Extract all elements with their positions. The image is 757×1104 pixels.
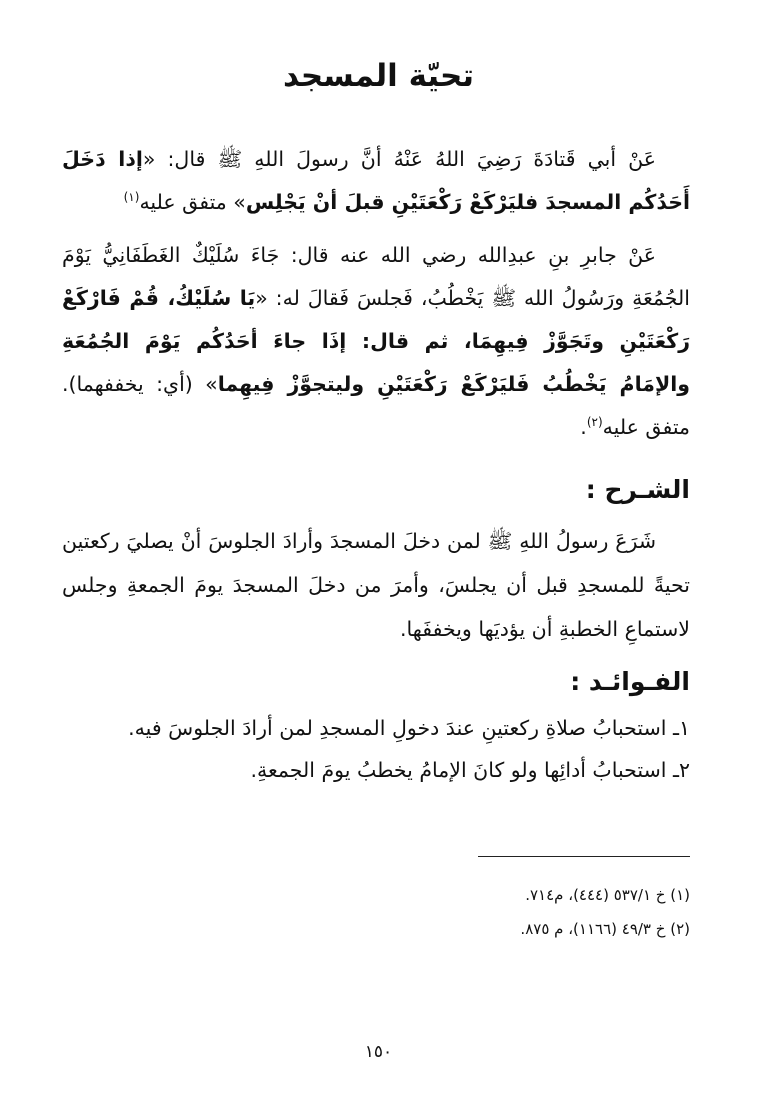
- page-title: تحيّة المسجد: [282, 58, 475, 94]
- sentence-end: .: [580, 415, 587, 439]
- hadith-narration: عَنْ جابرِ بنِ عبدِالله رضي الله عنه قال: جَاءَ سُلَيْكٌ الغَطَفَانِيُّ يَوْمَ الجُمُعَةِ ورَسُولُ الله ﷺ يَخْطُبُ، فَجلسَ فَقالَ له: «: [62, 243, 690, 310]
- hadith-quote: يَا سُلَيْكُ، قُمْ فَارْكَعْ رَكْعَتَيْنِ وتَجَوَّزْ فِيهِمَا، ثم قال: إذَا جاءَ أحَدُكُم يَوْمَ الجُمُعَةِ والإمَامُ يَخْطُبُ فَليَرْكَعْ رَكْعَتَيْنِ وليتجوَّزْ فِيهِما: [62, 286, 690, 396]
- footnote-item: (٢) خ ٤٩/٣ (١١٦٦)، م ٨٧٥.: [520, 920, 690, 938]
- sharh-text: شَرَعَ رسولُ اللهِ ﷺ لمن دخلَ المسجدَ وأرادَ الجلوسَ أنْ يصليَ ركعتين تحيةً للمسجدِ قبل أن يجلسَ، وأمرَ من دخلَ المسجدَ يومَ الجمعةِ وجلس لاستماعِ الخطبةِ أن يؤديَها ويخففَها.: [62, 529, 690, 641]
- hadith-source: » (أي: يخففهما). متفق عليه: [62, 372, 690, 439]
- footnotes-list: [62, 878, 690, 946]
- hadith-paragraph: [62, 234, 690, 449]
- footnote-reference: (٢): [586, 415, 603, 430]
- page-body: [62, 138, 690, 791]
- benefits-list: [62, 707, 690, 791]
- sharh-paragraph: [62, 519, 690, 651]
- hadith-narration: عَنْ أبي قَتادَةَ رَضِيَ اللهُ عَنْهُ أنَّ رسولَ اللهِ ﷺ قال: «: [142, 147, 657, 171]
- footnote-reference: (١): [123, 190, 140, 205]
- hadith-paragraph: [62, 138, 690, 224]
- footnote-item: (١) خ ٥٣٧/١ (٤٤٤)، م٧١٤.: [525, 886, 690, 904]
- sharh-heading: الشـرح :: [585, 475, 690, 504]
- hadith-source: » متفق عليه: [139, 190, 246, 214]
- footnote-divider: [478, 856, 690, 857]
- hadith-quote: إذا دَخَلَ أَحَدُكُم المسجدَ فليَرْكَعْ رَكْعَتَيْنِ قبلَ أنْ يَجْلِس: [62, 147, 690, 214]
- fawaid-heading: الفـوائـد :: [570, 667, 690, 696]
- page-number: ١٥٠: [364, 1042, 393, 1062]
- benefit-item: ٢ـ استحبابُ أدائِها ولو كانَ الإمامُ يخطبُ يومَ الجمعةِ.: [250, 758, 690, 782]
- benefit-item: ١ـ استحبابُ صلاةِ ركعتينِ عندَ دخولِ المسجدِ لمن أرادَ الجلوسَ فيه.: [128, 716, 690, 740]
